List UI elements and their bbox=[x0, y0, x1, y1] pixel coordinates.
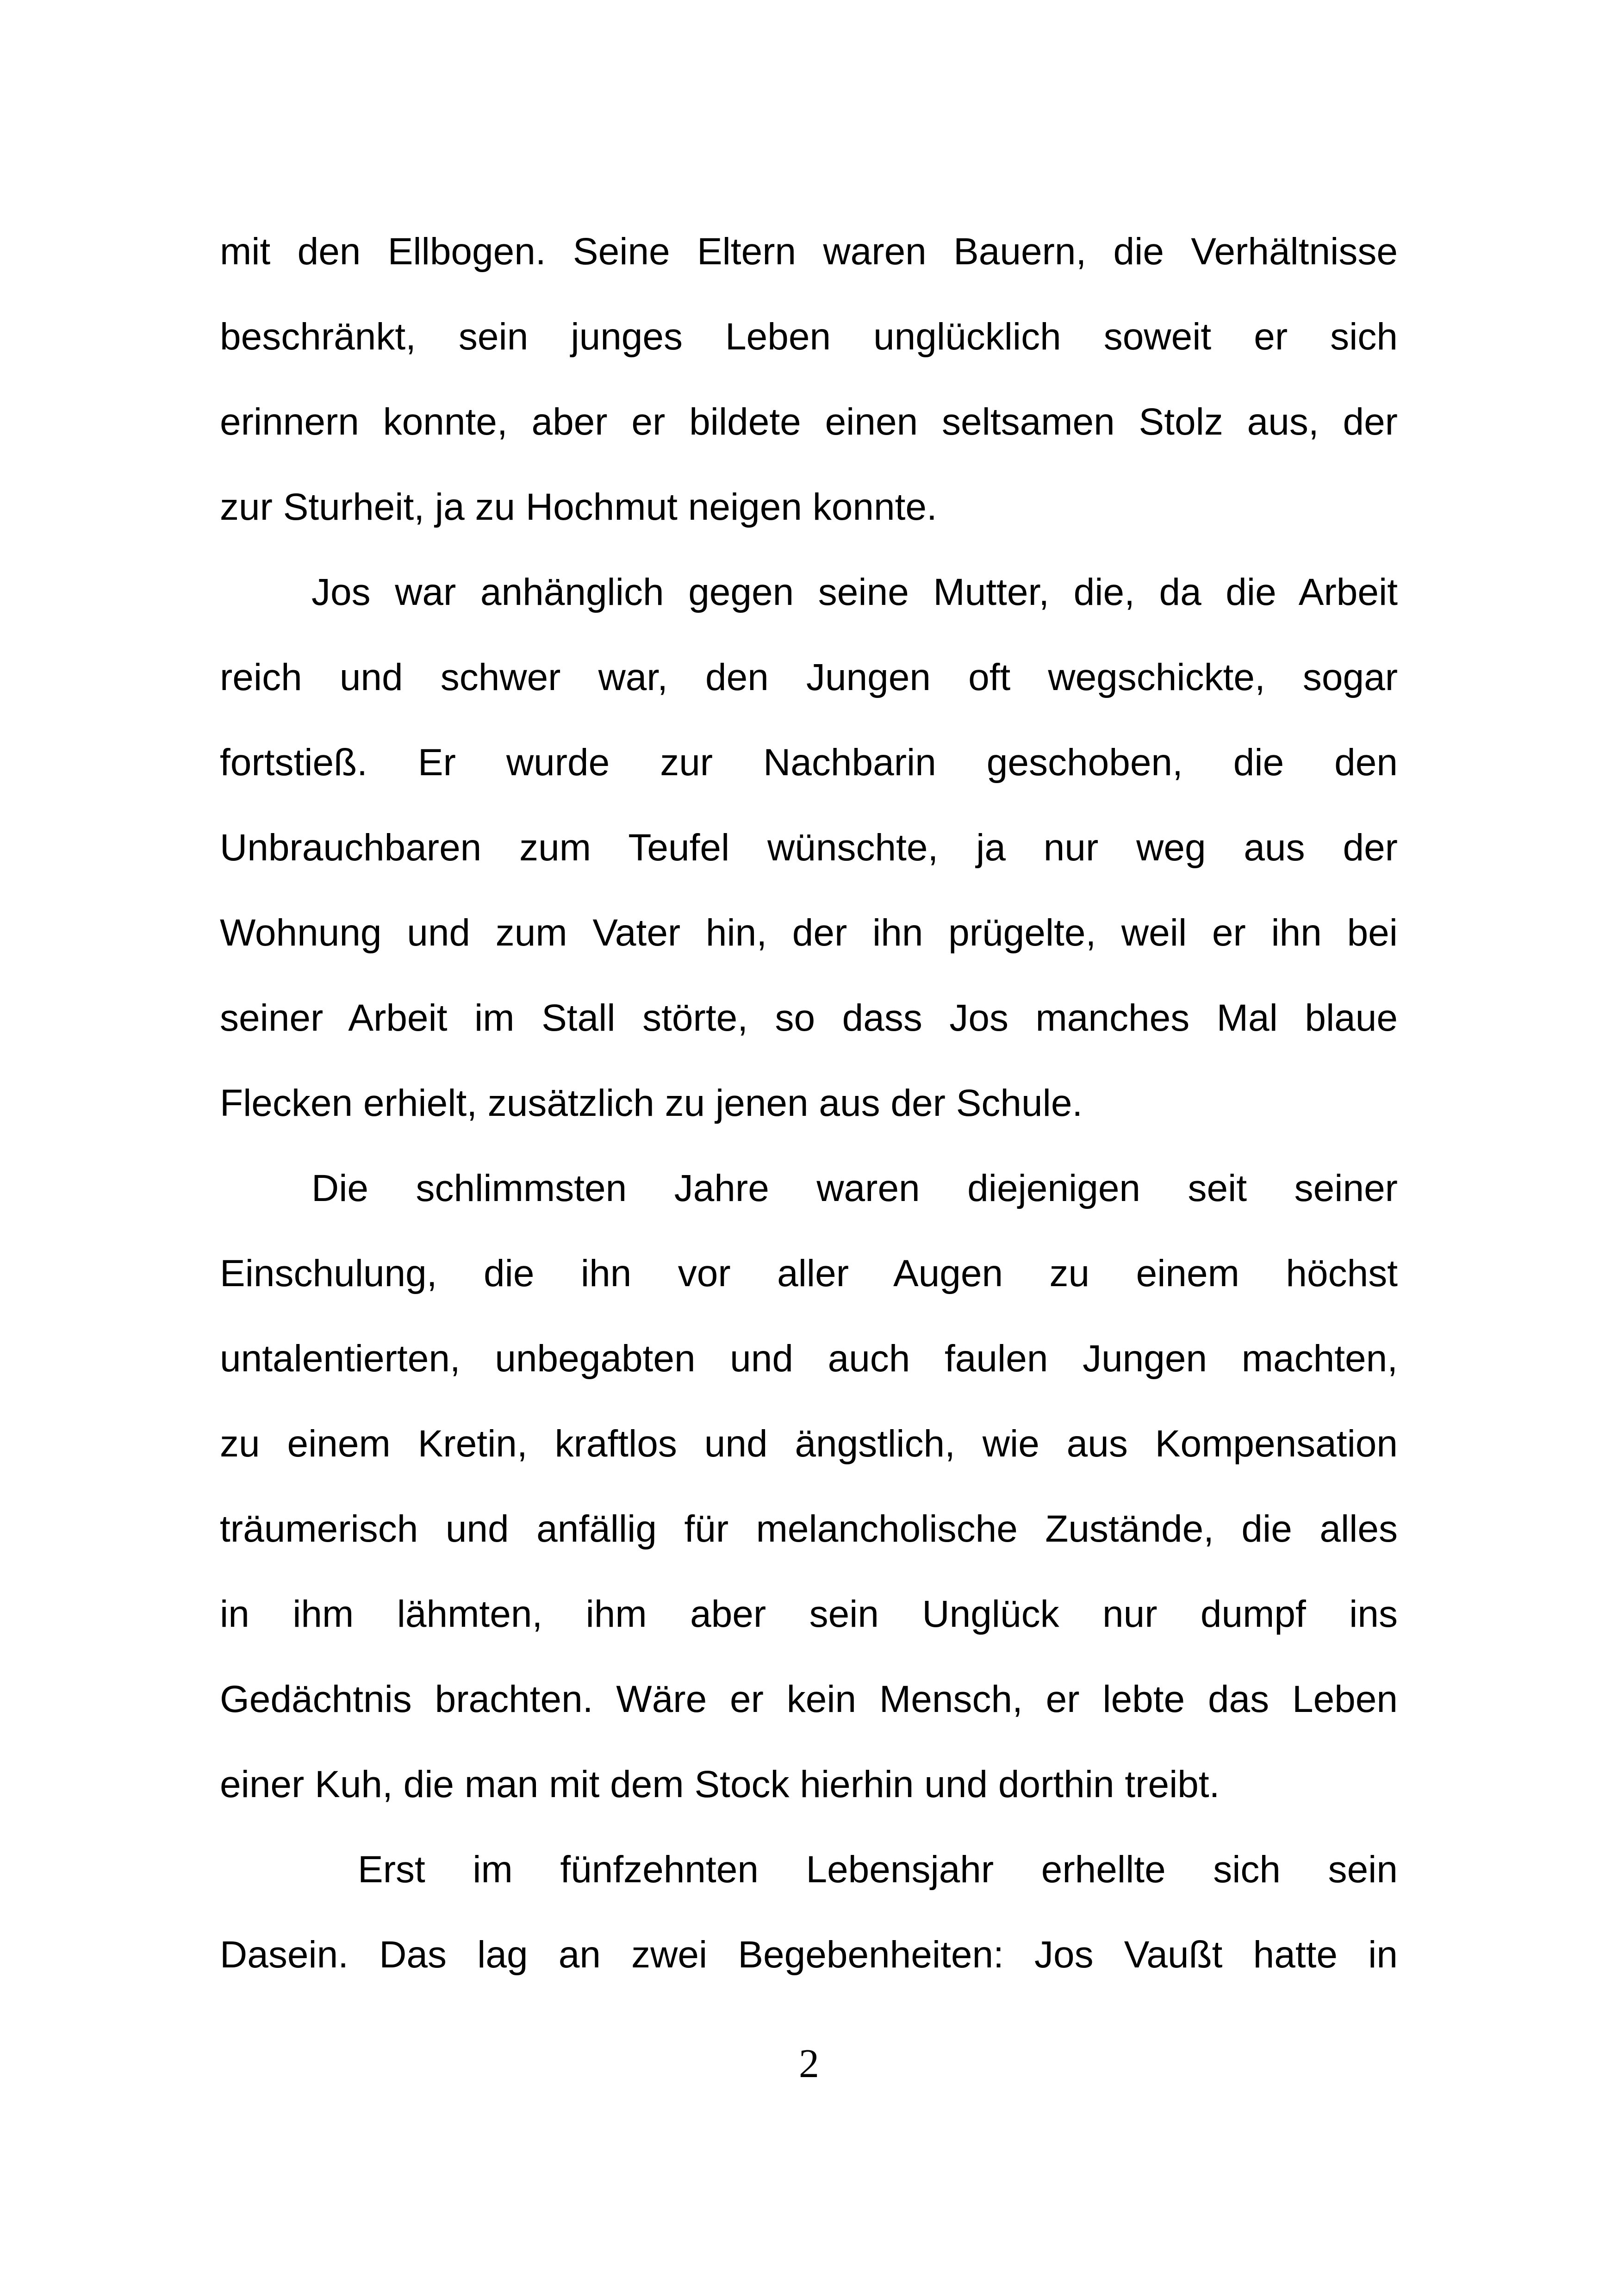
text-line: in ihm lähmten, ihm aber sein Unglück nur dumpf ins bbox=[220, 1593, 1398, 1635]
text-line: Gedächtnis brachten. Wäre er kein Mensch, er lebte das Leben bbox=[220, 1678, 1398, 1720]
text-line: zu einem Kretin, kraftlos und ängstlich, wie aus Kompensation bbox=[220, 1423, 1398, 1465]
text-line: Einschulung, die ihn vor aller Augen zu einem höchst bbox=[220, 1252, 1398, 1294]
text-line: untalentierten, unbegabten und auch faulen Jungen machten, bbox=[220, 1338, 1398, 1380]
text-line: träumerisch und anfällig für melancholische Zustände, die alles bbox=[220, 1508, 1398, 1550]
text-line: beschränkt, sein junges Leben unglücklich soweit er sich bbox=[220, 316, 1398, 358]
paragraph-3 bbox=[220, 1146, 1398, 1827]
text-line: Jos war anhänglich gegen seine Mutter, die, da die Arbeit bbox=[311, 571, 1398, 613]
text-line: fortstieß. Er wurde zur Nachbarin geschoben, die den bbox=[220, 741, 1398, 784]
text-line: Wohnung und zum Vater hin, der ihn prügelte, weil er ihn bei bbox=[220, 912, 1398, 954]
text-line: Flecken erhielt, zusätzlich zu jenen aus der Schule. bbox=[220, 1082, 1083, 1124]
paragraph-4 bbox=[220, 1827, 1398, 1997]
text-line: Unbrauchbaren zum Teufel wünschte, ja nur weg aus der bbox=[220, 827, 1398, 869]
page-number: 2 bbox=[799, 2041, 819, 2086]
text-line: mit den Ellbogen. Seine Eltern waren Bauern, die Verhältnisse bbox=[220, 230, 1398, 273]
text-line: einer Kuh, die man mit dem Stock hierhin und dorthin treibt. bbox=[220, 1763, 1220, 1805]
text-line: zur Sturheit, ja zu Hochmut neigen konnte. bbox=[220, 486, 937, 528]
text-line: Erst im fünfzehnten Lebensjahr erhellte sich sein bbox=[358, 1848, 1398, 1891]
paragraph-2 bbox=[220, 550, 1398, 1146]
text-line: seiner Arbeit im Stall störte, so dass Jos manches Mal blaue bbox=[220, 997, 1398, 1039]
paragraph-1 bbox=[220, 209, 1398, 550]
page-body bbox=[220, 209, 1398, 1997]
text-line: Dasein. Das lag an zwei Begebenheiten: Jos Vaußt hatte in bbox=[220, 1934, 1398, 1976]
text-line: reich und schwer war, den Jungen oft wegschickte, sogar bbox=[220, 656, 1398, 698]
text-line: erinnern konnte, aber er bildete einen seltsamen Stolz aus, der bbox=[220, 401, 1398, 443]
text-line: Die schlimmsten Jahre waren diejenigen seit seiner bbox=[311, 1167, 1398, 1209]
